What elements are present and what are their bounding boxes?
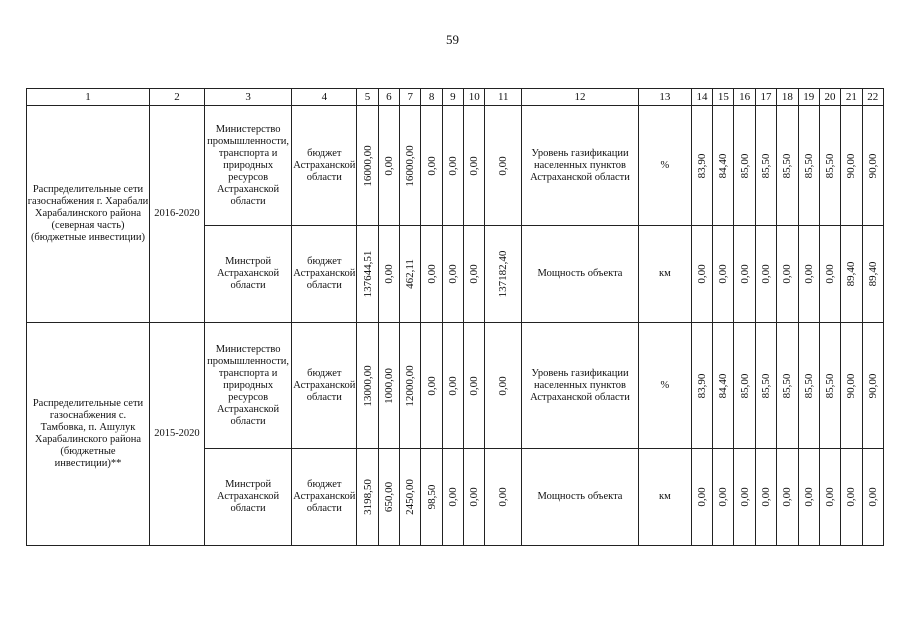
indicator-value: 90,00 <box>841 323 862 449</box>
funding-source: бюджет Астраханской области <box>292 449 357 546</box>
indicator-value: 0,00 <box>734 226 755 323</box>
finance-cell: 16000,00 <box>357 106 378 226</box>
period: 2015-2020 <box>150 323 205 546</box>
funding-source: бюджет Астраханской области <box>292 323 357 449</box>
column-number: 3 <box>204 89 291 106</box>
finance-cell: 0,00 <box>464 449 485 546</box>
column-number: 18 <box>777 89 798 106</box>
executor: Министерство промышленности, транспорта и природных ресурсов Астраханской области <box>204 106 291 226</box>
indicator-value: 0,00 <box>798 226 819 323</box>
finance-cell: 462,11 <box>400 226 421 323</box>
indicator: Уровень газификации населенных пунктов Астраханской области <box>522 106 639 226</box>
column-number: 6 <box>378 89 399 106</box>
page-number: 59 <box>446 32 459 47</box>
column-number: 1 <box>27 89 150 106</box>
column-number: 22 <box>862 89 883 106</box>
indicator-value: 0,00 <box>755 449 776 546</box>
program-table <box>26 88 884 546</box>
executor: Минстрой Астраханской области <box>204 226 291 323</box>
indicator: Уровень газификации населенных пунктов Астраханской области <box>522 323 639 449</box>
finance-cell: 0,00 <box>378 106 399 226</box>
indicator-value: 90,00 <box>862 323 883 449</box>
indicator-value: 0,00 <box>862 449 883 546</box>
indicator-value: 85,50 <box>755 323 776 449</box>
object-name: Распределительные сети газоснабжения г. Харабали Харабалинского района (северная часть) (бюджетные инвестиции) <box>27 106 150 323</box>
finance-cell: 0,00 <box>485 449 522 546</box>
column-number: 16 <box>734 89 755 106</box>
indicator-value: 84,40 <box>713 323 734 449</box>
finance-cell: 12000,00 <box>400 323 421 449</box>
indicator-value: 0,00 <box>819 226 840 323</box>
object-name: Распределительные сети газоснабжения с. Тамбовка, п. Ашулук Харабалинского района (бюджетные инвестиции)** <box>27 323 150 546</box>
finance-cell: 0,00 <box>464 323 485 449</box>
column-number: 7 <box>400 89 421 106</box>
finance-cell: 137182,40 <box>485 226 522 323</box>
finance-cell: 1000,00 <box>378 323 399 449</box>
executor: Министерство промышленности, транспорта и природных ресурсов Астраханской области <box>204 323 291 449</box>
finance-cell: 0,00 <box>378 226 399 323</box>
finance-cell: 0,00 <box>485 323 522 449</box>
column-number: 9 <box>442 89 463 106</box>
indicator-value: 0,00 <box>798 449 819 546</box>
finance-cell: 0,00 <box>485 106 522 226</box>
indicator-value: 85,00 <box>734 323 755 449</box>
finance-cell: 137644,51 <box>357 226 378 323</box>
finance-cell: 0,00 <box>421 226 442 323</box>
column-number: 2 <box>150 89 205 106</box>
unit: км <box>638 226 691 323</box>
finance-cell: 0,00 <box>442 106 463 226</box>
indicator-value: 0,00 <box>713 449 734 546</box>
unit: км <box>638 449 691 546</box>
unit: % <box>638 323 691 449</box>
indicator-value: 85,50 <box>819 323 840 449</box>
column-number: 20 <box>819 89 840 106</box>
table-row <box>27 323 884 449</box>
indicator-value: 85,50 <box>798 106 819 226</box>
finance-cell: 0,00 <box>442 449 463 546</box>
unit: % <box>638 106 691 226</box>
indicator-value: 83,90 <box>691 323 712 449</box>
finance-cell: 13000,00 <box>357 323 378 449</box>
indicator-value: 89,40 <box>841 226 862 323</box>
indicator-value: 0,00 <box>841 449 862 546</box>
indicator-value: 0,00 <box>755 226 776 323</box>
indicator-value: 85,50 <box>777 323 798 449</box>
finance-cell: 2450,00 <box>400 449 421 546</box>
indicator-value: 90,00 <box>862 106 883 226</box>
indicator-value: 0,00 <box>713 226 734 323</box>
indicator-value: 0,00 <box>734 449 755 546</box>
indicator-value: 0,00 <box>777 449 798 546</box>
column-number-row <box>27 89 884 106</box>
indicator-value: 85,00 <box>734 106 755 226</box>
finance-cell: 0,00 <box>421 106 442 226</box>
indicator-value: 85,50 <box>755 106 776 226</box>
indicator-value: 0,00 <box>691 226 712 323</box>
finance-cell: 0,00 <box>464 226 485 323</box>
indicator: Мощность объекта <box>522 449 639 546</box>
column-number: 5 <box>357 89 378 106</box>
indicator-value: 89,40 <box>862 226 883 323</box>
column-number: 13 <box>638 89 691 106</box>
column-number: 19 <box>798 89 819 106</box>
finance-cell: 0,00 <box>442 323 463 449</box>
finance-cell: 0,00 <box>464 106 485 226</box>
executor: Минстрой Астраханской области <box>204 449 291 546</box>
indicator-value: 85,50 <box>819 106 840 226</box>
indicator-value: 85,50 <box>798 323 819 449</box>
period: 2016-2020 <box>150 106 205 323</box>
indicator-value: 0,00 <box>691 449 712 546</box>
finance-cell: 0,00 <box>442 226 463 323</box>
funding-source: бюджет Астраханской области <box>292 226 357 323</box>
indicator-value: 85,50 <box>777 106 798 226</box>
indicator-value: 0,00 <box>777 226 798 323</box>
finance-cell: 650,00 <box>378 449 399 546</box>
column-number: 12 <box>522 89 639 106</box>
column-number: 8 <box>421 89 442 106</box>
column-number: 11 <box>485 89 522 106</box>
column-number: 10 <box>464 89 485 106</box>
table-row <box>27 106 884 226</box>
indicator-value: 83,90 <box>691 106 712 226</box>
column-number: 21 <box>841 89 862 106</box>
finance-cell: 0,00 <box>421 323 442 449</box>
column-number: 15 <box>713 89 734 106</box>
indicator-value: 0,00 <box>819 449 840 546</box>
column-number: 17 <box>755 89 776 106</box>
finance-cell: 98,50 <box>421 449 442 546</box>
finance-cell: 16000,00 <box>400 106 421 226</box>
indicator-value: 90,00 <box>841 106 862 226</box>
finance-cell: 3198,50 <box>357 449 378 546</box>
column-number: 4 <box>292 89 357 106</box>
funding-source: бюджет Астраханской области <box>292 106 357 226</box>
indicator: Мощность объекта <box>522 226 639 323</box>
column-number: 14 <box>691 89 712 106</box>
indicator-value: 84,40 <box>713 106 734 226</box>
